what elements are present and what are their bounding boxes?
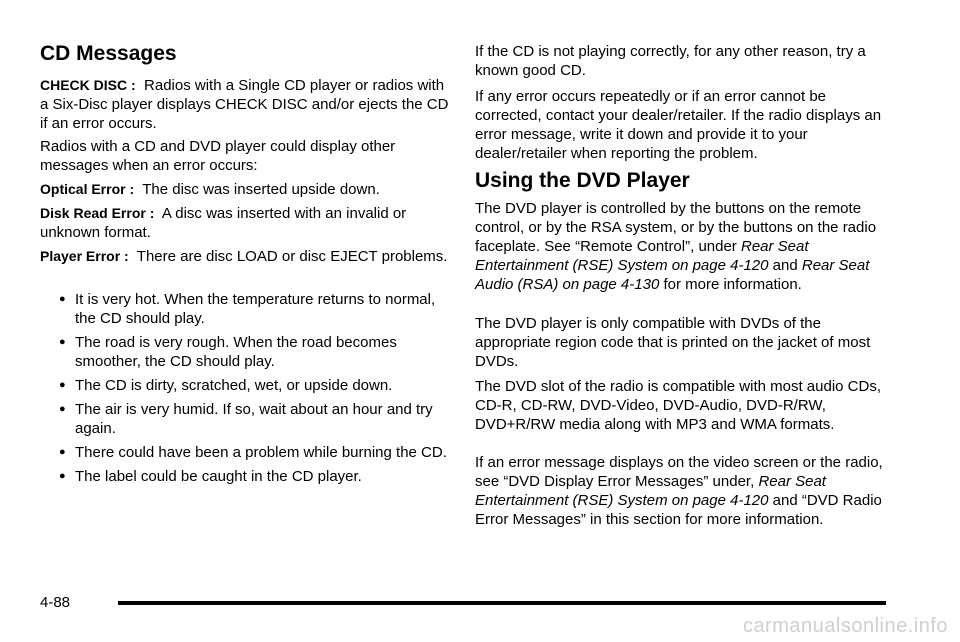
known-good-cd-paragraph: If the CD is not playing correctly, for any other reason, try a known good CD. <box>475 43 866 79</box>
footer-rule <box>118 601 886 605</box>
list-item <box>40 290 450 328</box>
bullet-icon: ● <box>59 470 66 482</box>
list-item <box>40 333 450 371</box>
disk-read-error-term: Disk Read Error : <box>40 205 155 221</box>
list-item-text: The road is very rough. When the road becomes smoother, the CD should play. <box>75 334 397 370</box>
error-message-paragraph <box>475 453 890 529</box>
compatible-media-paragraph: The DVD slot of the radio is compatible with most audio CDs, CD-R, CD-RW, DVD-Video, DVD-Audio, DVD-R/RW, DVD+R/RW media along with MP3 and WMA formats. <box>475 378 882 433</box>
error-message-text: If an error message displays on the video screen or the radio, see “DVD Display Error Messages” under, <box>475 454 883 490</box>
list-item-text: The label could be caught in the CD player. <box>75 468 362 485</box>
check-disc-term: CHECK DISC : <box>40 77 136 93</box>
rse-error-link[interactable]: Rear Seat Entertainment (RSE) System on page 4-120 <box>475 473 826 509</box>
disk-read-error-text: A disc was inserted with an invalid or unknown format. <box>40 205 407 241</box>
list-item <box>40 467 450 486</box>
bullet-icon: ● <box>59 446 66 458</box>
region-code-paragraph: The DVD player is only compatible with DVDs of the appropriate region code that is printed on the jacket of most DVDs. <box>475 315 871 370</box>
check-disc-text: Radios with a Single CD player or radios with a Six-Disc player displays CHECK DISC and/or ejects the CD if an error occurs. <box>40 77 449 132</box>
rsa-link[interactable]: Rear Seat Audio (RSA) on page 4-130 <box>475 257 870 293</box>
dvd-controls-paragraph <box>475 199 890 294</box>
player-error-text: There are disc LOAD or disc EJECT problems. <box>136 248 448 265</box>
disk-read-error-paragraph <box>40 204 450 242</box>
list-item-text: The air is very humid. If so, wait about an hour and try again. <box>75 401 433 437</box>
watermark: carmanualsonline.info <box>742 615 948 637</box>
dvd-controls-text: The DVD player is controlled by the buttons on the remote control, or by the RSA system, or by the buttons on the radio faceplate. See “Remote Control”, under <box>475 200 877 255</box>
player-error-term: Player Error : <box>40 248 129 264</box>
list-item-text: It is very hot. When the temperature returns to normal, the CD should play. <box>75 291 436 327</box>
intro-paragraph: Radios with a CD and DVD player could display other messages when an error occurs: <box>40 138 396 174</box>
bullet-icon: ● <box>59 293 66 305</box>
dvd-controls-text: and <box>768 257 802 274</box>
dvd-controls-text: for more information. <box>659 276 802 293</box>
rse-link[interactable]: Rear Seat Entertainment (RSE) System on page 4-120 <box>475 238 809 274</box>
list-item <box>40 376 450 395</box>
check-disc-paragraph <box>40 76 450 133</box>
list-item <box>40 400 450 438</box>
section-title-dvd-player: Using the DVD Player <box>475 169 690 192</box>
page-number: 4-88 <box>40 594 71 611</box>
bullet-icon: ● <box>59 379 66 391</box>
list-item-text: There could have been a problem while burning the CD. <box>75 444 447 461</box>
cause-list <box>40 290 450 486</box>
list-item-text: The CD is dirty, scratched, wet, or upside down. <box>75 377 393 394</box>
list-item <box>40 443 450 462</box>
optical-error-term: Optical Error : <box>40 181 135 197</box>
optical-error-text: The disc was inserted upside down. <box>142 181 380 198</box>
player-error-paragraph <box>40 247 450 266</box>
section-title-cd-messages: CD Messages <box>40 42 177 65</box>
error-message-text: and “DVD Radio Error Messages” in this section for more information. <box>475 492 882 528</box>
bullet-icon: ● <box>59 403 66 415</box>
bullet-icon: ● <box>59 336 66 348</box>
repeated-error-paragraph: If any error occurs repeatedly or if an error cannot be corrected, contact your dealer/retailer. If the radio displays an error message, write it down and provide it to your dealer/retailer when reporting the problem. <box>475 88 882 162</box>
optical-error-paragraph <box>40 180 450 199</box>
